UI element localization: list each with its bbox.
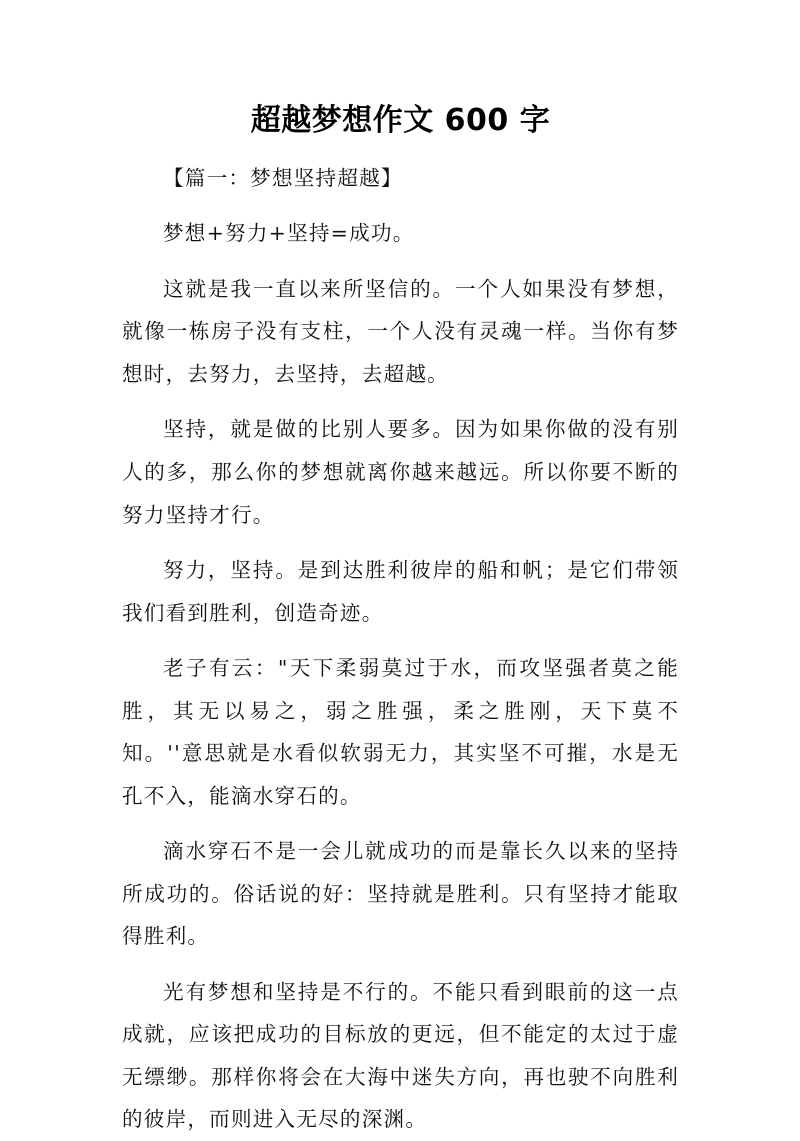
document-body <box>122 157 679 1141</box>
paragraph-belief: 这就是我一直以来所坚信的。一个人如果没有梦想，就像一栋房子没有支柱，一个人没有灵魂一样。当你有梦想时，去努力，去坚持，去超越。 <box>122 276 679 386</box>
paragraph-dream-and-goal: 光有梦想和坚持是不行的。不能只看到眼前的这一点成就，应该把成功的目标放的更远，但不能定的太过于虚无缥缈。那样你将会在大海中迷失方向，再也驶不向胜利的彼岸，而则进入无尽的深渊。 <box>122 979 679 1132</box>
paragraph-laozi-quote: 老子有云："天下柔弱莫过于水，而攻坚强者莫之能胜，其无以易之，弱之胜强，柔之胜刚，天下莫不知。''意思就是水看似软弱无力，其实坚不可摧，水是无孔不入，能滴水穿石的。 <box>122 655 679 808</box>
paragraph-effort: 努力，坚持。是到达胜利彼岸的船和帆；是它们带领我们看到胜利，创造奇迹。 <box>122 557 679 625</box>
paragraph-dripping-water: 滴水穿石不是一会儿就成功的而是靠长久以来的坚持所成功的。俗话说的好：坚持就是胜利。只有坚持才能取得胜利。 <box>122 839 679 949</box>
section-heading: 【篇一：梦想坚持超越】 <box>163 166 403 190</box>
paragraph-persistence: 坚持，就是做的比别人要多。因为如果你做的没有别人的多，那么你的梦想就离你越来越远。所以你要不断的努力坚持才行。 <box>122 417 679 527</box>
document-title: 超越梦想作文 600 字 <box>250 103 551 138</box>
paragraph-formula: 梦想+努力+坚持=成功。 <box>163 221 415 246</box>
